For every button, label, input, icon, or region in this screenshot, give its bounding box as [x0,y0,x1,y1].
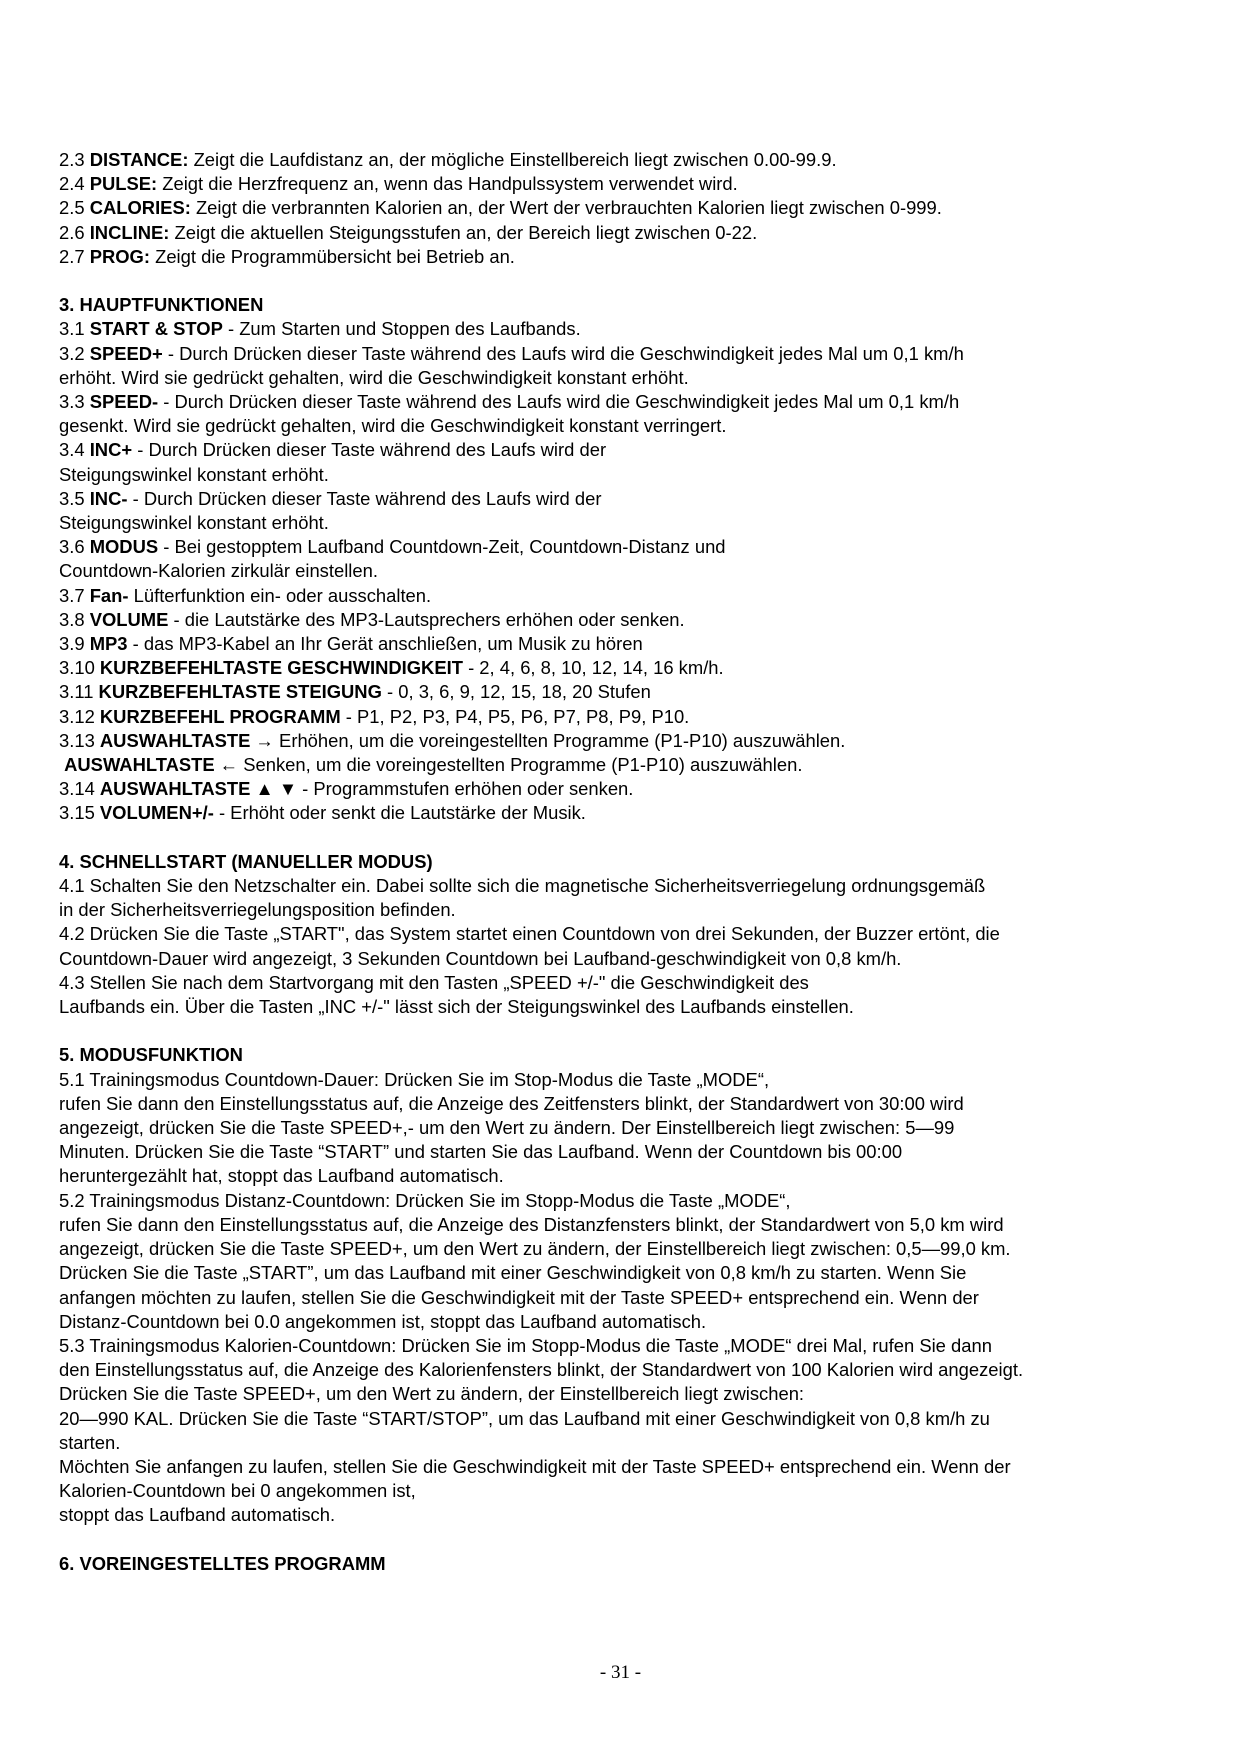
para-5-line: starten. [59,1431,121,1453]
item-3-14: 3.14 AUSWAHLTASTE ▲ ▼ - Programmstufen erhöhen oder senken. [59,778,634,800]
item-3-6: 3.6 MODUS - Bei gestopptem Laufband Countdown-Zeit, Countdown-Distanz und [59,536,726,558]
para-4-line: 4.2 Drücken Sie die Taste „START", das System startet einen Countdown von drei Sekunden, der Buzzer ertönt, die [59,923,1000,945]
para-5-line: Drücken Sie die Taste „START”, um das Laufband mit einer Geschwindigkeit von 0,8 km/h zu starten. Wenn Sie [59,1262,967,1284]
item-3-11: 3.11 KURZBEFEHLTASTE STEIGUNG - 0, 3, 6, 9, 12, 15, 18, 20 Stufen [59,681,651,703]
para-5-line: rufen Sie dann den Einstellungsstatus auf, die Anzeige des Distanzfensters blinkt, der Standardwert von 5,0 km wird [59,1213,1004,1235]
item-3-13: 3.13 AUSWAHLTASTE → Erhöhen, um die voreingestellten Programme (P1-P10) auszuwählen. [59,729,846,751]
item-2-3: 2.3 DISTANCE: Zeigt die Laufdistanz an, der mögliche Einstellbereich liegt zwischen 0.00-99.9. [59,149,837,170]
item-3-13-cont: AUSWAHLTASTE ← Senken, um die voreingestellten Programme (P1-P10) auszuwählen. [64,754,803,776]
item-2-7: 2.7 PROG: Zeigt die Programmübersicht bei Betrieb an. [59,245,515,267]
item-3-3: 3.3 SPEED- - Durch Drücken dieser Taste während des Laufs wird die Geschwindigkeit jedes Mal um 0,1 km/h [59,391,960,413]
section-heading-5: 5. MODUSFUNKTION [59,1044,243,1066]
item-2-5: 2.5 CALORIES: Zeigt die verbrannten Kalorien an, der Wert der verbrauchten Kalorien liegt zwischen 0-999. [59,197,942,219]
para-5-line: anfangen möchten zu laufen, stellen Sie die Geschwindigkeit mit der Taste SPEED+ entsprechend ein. Wenn der [59,1286,979,1308]
para-4-line: 4.1 Schalten Sie den Netzschalter ein. Dabei sollte sich die magnetische Sicherheitsverriegelung ordnungsgemäß [59,875,986,897]
para-5-line: Möchten Sie anfangen zu laufen, stellen Sie die Geschwindigkeit mit der Taste SPEED+ entsprechend ein. Wenn der [59,1455,1011,1477]
page-content [59,148,1179,1576]
item-3-8: 3.8 VOLUME - die Lautstärke des MP3-Lautsprechers erhöhen oder senken. [59,608,685,630]
item-2-4: 2.4 PULSE: Zeigt die Herzfrequenz an, wenn das Handpulssystem verwendet wird. [59,173,738,195]
section-heading-6: 6. VOREINGESTELLTES PROGRAMM [59,1552,386,1574]
para-5-line: den Einstellungsstatus auf, die Anzeige des Kalorienfensters blinkt, der Standardwert von 100 Kalorien wird angezeigt. [59,1359,1024,1381]
item-3-2: 3.2 SPEED+ - Durch Drücken dieser Taste während des Laufs wird die Geschwindigkeit jedes Mal um 0,1 km/h [59,342,964,364]
item-3-1: 3.1 START & STOP - Zum Starten und Stoppen des Laufbands. [59,318,581,340]
para-5-line: 5.1 Trainingsmodus Countdown-Dauer: Drücken Sie im Stop-Modus die Taste „MODE“, [59,1068,770,1090]
para-5-line: 20—990 KAL. Drücken Sie die Taste “START/STOP”, um das Laufband mit einer Geschwindigkeit von 0,8 km/h zu [59,1407,990,1429]
item-3-5: 3.5 INC- - Durch Drücken dieser Taste während des Laufs wird der [59,487,602,509]
para-5-line: 5.3 Trainingsmodus Kalorien-Countdown: Drücken Sie im Stopp-Modus die Taste „MODE“ drei Mal, rufen Sie dann [59,1334,992,1356]
item-3-3-cont: gesenkt. Wird sie gedrückt gehalten, wird die Geschwindigkeit konstant verringert. [59,415,727,437]
para-5-line: Minuten. Drücken Sie die Taste “START” und starten Sie das Laufband. Wenn der Countdown bis 00:00 [59,1141,903,1163]
para-4-line: Countdown-Dauer wird angezeigt, 3 Sekunden Countdown bei Laufband-geschwindigkeit von 0,8 km/h. [59,947,902,969]
item-3-15: 3.15 VOLUMEN+/- - Erhöht oder senkt die Lautstärke der Musik. [59,802,586,824]
item-3-12: 3.12 KURZBEFEHL PROGRAMM - P1, P2, P3, P4, P5, P6, P7, P8, P9, P10. [59,705,690,727]
para-5-line: Kalorien-Countdown bei 0 angekommen ist, [59,1480,416,1502]
para-5-line: 5.2 Trainingsmodus Distanz-Countdown: Drücken Sie im Stopp-Modus die Taste „MODE“, [59,1189,791,1211]
item-3-4: 3.4 INC+ - Durch Drücken dieser Taste während des Laufs wird der [59,439,607,461]
para-5-line: heruntergezählt hat, stoppt das Laufband automatisch. [59,1165,504,1187]
para-5-line: Distanz-Countdown bei 0.0 angekommen ist, stoppt das Laufband automatisch. [59,1310,707,1332]
para-5-line: rufen Sie dann den Einstellungsstatus auf, die Anzeige des Zeitfensters blinkt, der Standardwert von 30:00 wird [59,1092,964,1114]
para-5-line: Drücken Sie die Taste SPEED+, um den Wert zu ändern, der Einstellbereich liegt zwischen: [59,1383,805,1405]
item-3-9: 3.9 MP3 - das MP3-Kabel an Ihr Gerät anschließen, um Musik zu hören [59,633,643,655]
para-4-line: 4.3 Stellen Sie nach dem Startvorgang mit den Tasten „SPEED +/-" die Geschwindigkeit des [59,971,809,993]
item-3-2-cont: erhöht. Wird sie gedrückt gehalten, wird die Geschwindigkeit konstant erhöht. [59,366,689,388]
item-3-6-cont: Countdown-Kalorien zirkulär einstellen. [59,560,378,582]
item-3-5-cont: Steigungswinkel konstant erhöht. [59,512,329,534]
section-heading-4: 4. SCHNELLSTART (MANUELLER MODUS) [59,850,433,872]
para-5-line: stoppt das Laufband automatisch. [59,1504,336,1526]
para-5-line: angezeigt, drücken Sie die Taste SPEED+, um den Wert zu ändern, der Einstellbereich liegt zwischen: 0,5—99,0 km. [59,1238,1011,1260]
para-4-line: in der Sicherheitsverriegelungsposition befinden. [59,899,456,921]
item-2-6: 2.6 INCLINE: Zeigt die aktuellen Steigungsstufen an, der Bereich liegt zwischen 0-22. [59,221,758,243]
page-number: - 31 - [599,1662,642,1683]
item-3-7: 3.7 Fan- Lüfterfunktion ein- oder ausschalten. [59,584,432,606]
para-5-line: angezeigt, drücken Sie die Taste SPEED+,- um den Wert zu ändern. Der Einstellbereich liegt zwischen: 5—99 [59,1117,955,1139]
para-4-line: Laufbands ein. Über die Tasten „INC +/-" lässt sich der Steigungswinkel des Laufbands einstellen. [59,996,854,1018]
item-3-10: 3.10 KURZBEFEHLTASTE GESCHWINDIGKEIT - 2, 4, 6, 8, 10, 12, 14, 16 km/h. [59,657,724,679]
item-3-4-cont: Steigungswinkel konstant erhöht. [59,463,329,485]
section-heading-3: 3. HAUPTFUNKTIONEN [59,294,264,316]
